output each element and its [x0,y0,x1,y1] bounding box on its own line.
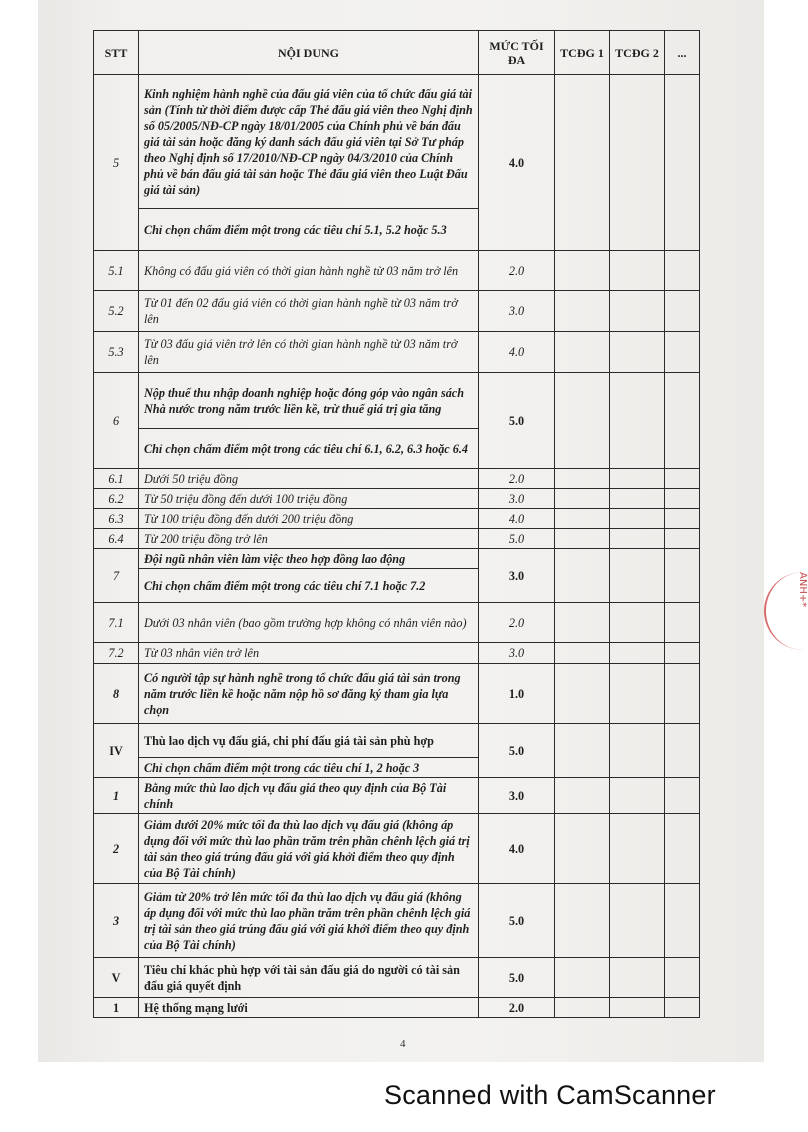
row-stt: 6 [94,373,139,469]
score-cell-tcdg2[interactable] [610,373,665,469]
score-cell-more[interactable] [665,814,700,884]
table-row [94,958,700,998]
score-cell-tcdg2[interactable] [610,814,665,884]
score-cell-more[interactable] [665,549,700,603]
score-cell-more[interactable] [665,664,700,724]
table-row [94,643,700,664]
score-cell-tcdg2[interactable] [610,75,665,251]
table-row [94,664,700,724]
table-row [94,75,700,209]
row-stt: 1 [94,998,139,1018]
table-row [94,998,700,1018]
score-cell-more[interactable] [665,884,700,958]
row-max-score: 5.0 [479,884,555,958]
row-max-score: 3.0 [479,778,555,814]
table-row [94,884,700,958]
row-content: Có người tập sự hành nghề trong tổ chức đấu giá tài sản trong năm trước liền kề hoặc năm nộp hồ sơ đăng ký tham gia lựa chọn [139,664,479,724]
table-row [94,469,700,489]
row-stt: 7.2 [94,643,139,664]
score-cell-tcdg2[interactable] [610,664,665,724]
row-stt: V [94,958,139,998]
row-content: Từ 50 triệu đồng đến dưới 100 triệu đồng [139,489,479,509]
row-content: Từ 100 triệu đồng đến dưới 200 triệu đồng [139,509,479,529]
table-row [94,814,700,884]
header-muc-toi-da: MỨC TỐI ĐA [479,31,555,75]
row-max-score: 2.0 [479,998,555,1018]
row-max-score: 3.0 [479,549,555,603]
row-content: Từ 01 đến 02 đấu giá viên có thời gian hành nghề từ 03 năm trở lên [139,291,479,332]
table-row [94,251,700,291]
score-cell-tcdg1[interactable] [555,251,610,291]
table-row [94,603,700,643]
score-cell-tcdg1[interactable] [555,778,610,814]
row-max-score: 4.0 [479,332,555,373]
score-cell-tcdg2[interactable] [610,884,665,958]
score-cell-tcdg1[interactable] [555,549,610,603]
row-stt: IV [94,724,139,778]
row-stt: 5.2 [94,291,139,332]
header-noi-dung: NỘI DUNG [139,31,479,75]
row-note: Chỉ chọn chấm điểm một trong các tiêu chí 1, 2 hoặc 3 [139,758,479,778]
row-content: Từ 200 triệu đồng trở lên [139,529,479,549]
row-content: Hệ thống mạng lưới [139,998,479,1018]
score-cell-tcdg1[interactable] [555,332,610,373]
row-note: Chỉ chọn chấm điểm một trong các tiêu chí 6.1, 6.2, 6.3 hoặc 6.4 [139,429,479,469]
score-cell-tcdg1[interactable] [555,489,610,509]
row-max-score: 5.0 [479,958,555,998]
camscanner-watermark: Scanned with CamScanner [384,1080,716,1110]
score-cell-tcdg2[interactable] [610,603,665,643]
row-content: Đội ngũ nhân viên làm việc theo hợp đồng lao động [139,549,479,569]
row-stt: 3 [94,884,139,958]
row-stt: 5.3 [94,332,139,373]
score-cell-tcdg2[interactable] [610,291,665,332]
score-cell-tcdg1[interactable] [555,291,610,332]
score-cell-more[interactable] [665,373,700,469]
score-cell-more[interactable] [665,75,700,251]
score-cell-more[interactable] [665,469,700,489]
row-max-score: 2.0 [479,469,555,489]
score-cell-more[interactable] [665,291,700,332]
score-cell-tcdg2[interactable] [610,529,665,549]
score-cell-more[interactable] [665,251,700,291]
score-cell-more[interactable] [665,529,700,549]
row-stt: 7.1 [94,603,139,643]
page-number: 4 [400,1038,406,1050]
score-cell-tcdg1[interactable] [555,75,610,251]
row-max-score: 4.0 [479,814,555,884]
score-cell-tcdg1[interactable] [555,814,610,884]
row-note: Chỉ chọn chấm điểm một trong các tiêu chí 5.1, 5.2 hoặc 5.3 [139,209,479,251]
row-content: Dưới 50 triệu đồng [139,469,479,489]
row-stt: 6.4 [94,529,139,549]
row-content: Nộp thuế thu nhập doanh nghiệp hoặc đóng góp vào ngân sách Nhà nước trong năm trước liền kề, trừ thuế giá trị gia tăng [139,373,479,429]
score-cell-tcdg2[interactable] [610,469,665,489]
row-max-score: 3.0 [479,489,555,509]
score-cell-tcdg2[interactable] [610,778,665,814]
score-cell-tcdg1[interactable] [555,529,610,549]
row-content: Tiêu chí khác phù hợp với tài sản đấu giá do người có tài sản đấu giá quyết định [139,958,479,998]
score-cell-tcdg2[interactable] [610,724,665,778]
row-content: Thù lao dịch vụ đấu giá, chi phí đấu giá tài sản phù hợp [139,724,479,758]
score-cell-tcdg1[interactable] [555,998,610,1018]
score-cell-more[interactable] [665,489,700,509]
row-max-score: 2.0 [479,251,555,291]
row-content: Không có đấu giá viên có thời gian hành nghề từ 03 năm trở lên [139,251,479,291]
row-content: Giảm dưới 20% mức tối đa thù lao dịch vụ đấu giá (không áp dụng đối với mức thù lao phần trăm trên phần chênh lệch giá trị tài sản theo giá trúng đấu giá với giá khởi điểm theo quy định của Bộ Tài chính) [139,814,479,884]
score-cell-more[interactable] [665,332,700,373]
row-max-score: 1.0 [479,664,555,724]
score-cell-tcdg1[interactable] [555,469,610,489]
score-cell-tcdg2[interactable] [610,489,665,509]
header-tcdg-2: TCĐG 2 [610,31,665,75]
row-stt: 8 [94,664,139,724]
table-row [94,549,700,569]
row-max-score: 4.0 [479,509,555,529]
score-cell-tcdg1[interactable] [555,884,610,958]
row-content: Kinh nghiệm hành nghề của đấu giá viên của tổ chức đấu giá tài sản (Tính từ thời điểm được cấp Thẻ đấu giá viên theo Nghị định số 05/2005/NĐ-CP ngày 18/01/2005 của Chính phủ về bán đấu giá tài sản hoặc đăng ký danh sách đấu giá viên tại Sở Tư pháp theo Nghị định số 17/2010/NĐ-CP ngày 04/3/2010 của Chính phủ về bán đấu giá tài sản hoặc Thẻ đấu giá viên theo Luật Đấu giá tài sản) [139,75,479,209]
score-cell-tcdg2[interactable] [610,549,665,603]
score-cell-tcdg1[interactable] [555,373,610,469]
row-note: Chỉ chọn chấm điểm một trong các tiêu chí 7.1 hoặc 7.2 [139,569,479,603]
table-row [94,529,700,549]
row-stt: 5 [94,75,139,251]
score-cell-tcdg2[interactable] [610,958,665,998]
score-cell-more[interactable] [665,603,700,643]
row-max-score: 3.0 [479,291,555,332]
score-cell-tcdg1[interactable] [555,958,610,998]
header-more: ... [665,31,700,75]
score-cell-more[interactable] [665,958,700,998]
score-cell-tcdg1[interactable] [555,603,610,643]
row-content: Từ 03 đấu giá viên trở lên có thời gian hành nghề từ 03 năm trở lên [139,332,479,373]
table-row [94,291,700,332]
header-tcdg-1: TCĐG 1 [555,31,610,75]
table-row [94,489,700,509]
table-row [94,509,700,529]
red-stamp-fragment: ẢNH+* [764,572,808,650]
row-max-score: 3.0 [479,643,555,664]
row-content: Dưới 03 nhân viên (bao gồm trường hợp không có nhân viên nào) [139,603,479,643]
row-max-score: 5.0 [479,529,555,549]
table-row [94,373,700,429]
score-cell-tcdg2[interactable] [610,509,665,529]
table-row [94,724,700,758]
row-content: Bằng mức thù lao dịch vụ đấu giá theo quy định của Bộ Tài chính [139,778,479,814]
score-cell-tcdg1[interactable] [555,643,610,664]
row-max-score: 2.0 [479,603,555,643]
score-cell-tcdg2[interactable] [610,251,665,291]
score-cell-more[interactable] [665,724,700,778]
score-cell-more[interactable] [665,998,700,1018]
table-row [94,332,700,373]
score-cell-tcdg2[interactable] [610,643,665,664]
row-stt: 6.1 [94,469,139,489]
score-cell-tcdg1[interactable] [555,664,610,724]
row-content: Từ 03 nhân viên trở lên [139,643,479,664]
score-cell-tcdg2[interactable] [610,332,665,373]
row-stt: 2 [94,814,139,884]
table-row [94,778,700,814]
row-max-score: 5.0 [479,373,555,469]
score-cell-more[interactable] [665,509,700,529]
row-max-score: 4.0 [479,75,555,251]
score-cell-more[interactable] [665,643,700,664]
table-header-row [94,31,700,75]
row-stt: 1 [94,778,139,814]
row-stt: 7 [94,549,139,603]
score-cell-more[interactable] [665,778,700,814]
header-stt: STT [94,31,139,75]
row-content: Giảm từ 20% trở lên mức tối đa thù lao dịch vụ đấu giá (không áp dụng đối với mức thù lao phần trăm trên phần chênh lệch giá trị tài sản theo giá trúng đấu giá với giá khởi điểm theo quy định của Bộ Tài chính) [139,884,479,958]
score-cell-tcdg2[interactable] [610,998,665,1018]
row-max-score: 5.0 [479,724,555,778]
score-cell-tcdg1[interactable] [555,724,610,778]
scoring-criteria-table [93,30,700,1018]
row-stt: 5.1 [94,251,139,291]
row-stt: 6.2 [94,489,139,509]
row-stt: 6.3 [94,509,139,529]
score-cell-tcdg1[interactable] [555,509,610,529]
